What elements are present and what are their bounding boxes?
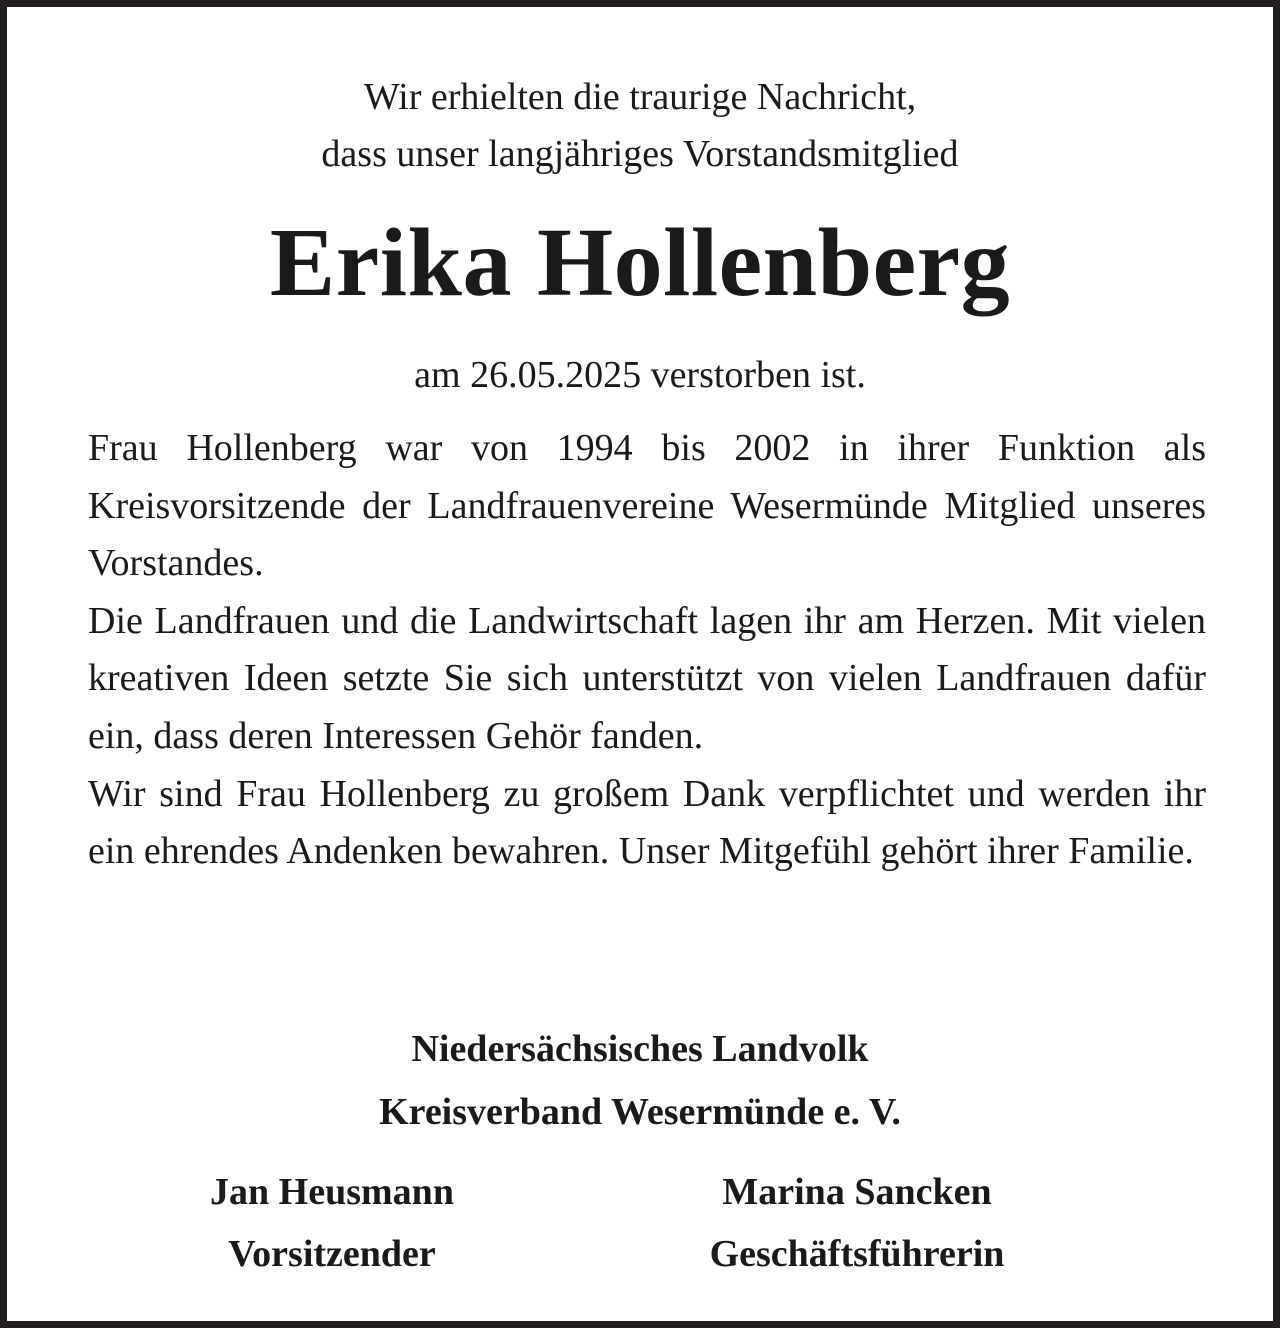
signatory-right: [657, 1161, 1057, 1285]
body-paragraph-3: Wir sind Frau Hollenberg zu großem Dank verpflichtet und werden ihr ein ehrendes Andenken bewahren. Unser Mitgefühl gehört ihrer Familie.: [88, 772, 1206, 873]
death-date-line: am 26.05.2025 verstorben ist.: [414, 354, 866, 396]
body-paragraph-1: Frau Hollenberg war von 1994 bis 2002 in ihrer Funktion als Kreisvorsitzende der Landfrauenvereine Wesermünde Mitglied unseres Vorstandes.: [88, 427, 1206, 585]
organization-branch: Kreisverband Wesermünde e. V.: [379, 1091, 901, 1133]
signatory-left: [157, 1161, 507, 1285]
deceased-name: Erika Hollenberg: [269, 209, 1011, 317]
signatory-role: Geschäftsführerin: [709, 1233, 1005, 1275]
body-paragraph-2: Die Landfrauen und die Landwirtschaft lagen ihr am Herzen. Mit vielen kreativen Ideen setzte Sie sich unterstützt von vielen Landfrauen dafür ein, dass deren Interessen Gehör fanden.: [88, 599, 1206, 757]
intro-line-2: dass unser langjähriges Vorstandsmitglied: [321, 133, 959, 175]
signatory-name: Jan Heusmann: [210, 1171, 454, 1213]
intro-line-1: Wir erhielten die traurige Nachricht,: [363, 76, 917, 118]
signatory-name: Marina Sancken: [722, 1171, 992, 1213]
signatory-role: Vorsitzender: [228, 1233, 436, 1275]
organization-name: Niedersächsisches Landvolk: [411, 1028, 869, 1070]
obituary-body: [88, 420, 1206, 881]
